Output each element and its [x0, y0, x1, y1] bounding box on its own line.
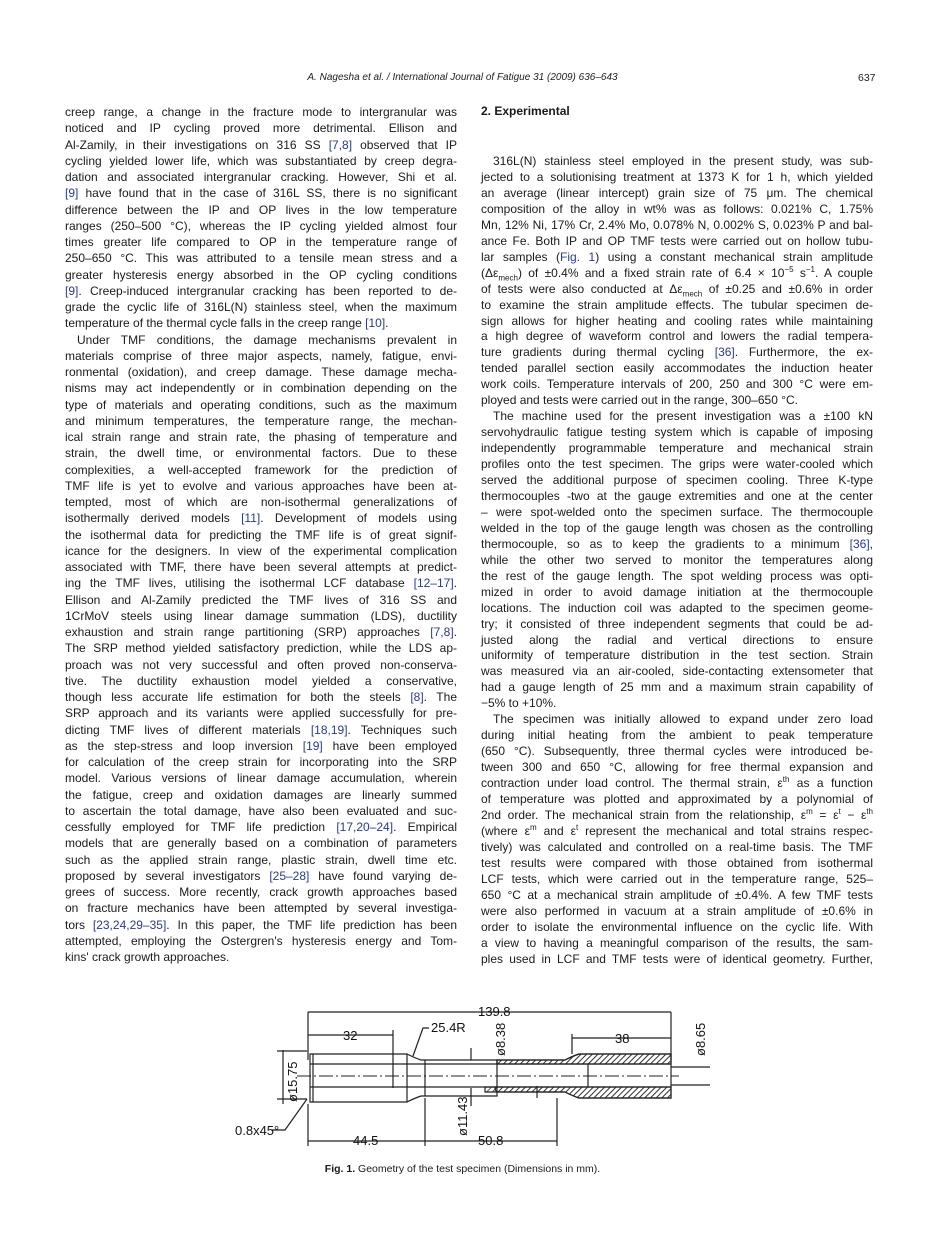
- dim-left-section: 44.5: [353, 1133, 379, 1148]
- text-line: −5% to +10%.: [481, 696, 557, 711]
- text-line: served the additional purpose of specimen cooling. Three K-type: [481, 473, 873, 487]
- dim-outer-diameter: ø15.75: [285, 1061, 300, 1102]
- text-line: The machine used for the present investigation was a ±100 kN: [493, 409, 873, 424]
- text-line: temperature of the thermal cycle falls in the creep range [10].: [65, 316, 389, 331]
- text-line: and minimum temperatures, the temperature range, the mechan-: [65, 413, 457, 428]
- text-line: The specimen was initially allowed to expand under zero load: [493, 712, 873, 727]
- text-line: (650 °C). Subsequently, three thermal cycles were introduced be-: [481, 744, 873, 759]
- text-line: nisms may act independently or in combination depending on the: [65, 381, 457, 396]
- page-number: 637: [858, 72, 876, 84]
- text-line: for calculation of the creep strain for incorporating into the SRP: [65, 755, 457, 769]
- text-line: dation and associated intergranular cracking. However, Shi et al.: [65, 170, 457, 184]
- text-line: creep range, a change in the fracture mode to intergranular was: [65, 105, 457, 119]
- text-line: Mn, 12% Ni, 17% Cr, 2.4% Mo, 0.078% N, 0.002% S, 0.023% P and bal-: [481, 217, 873, 232]
- text-line: cessfully employed for TMF life prediction [17,20–24]. Empirical: [65, 820, 457, 834]
- text-line: strain, the dwell time, or environmental factors. Due to these: [65, 446, 457, 461]
- text-line: profiles onto the test specimen. The grips were water-cooled which: [481, 457, 873, 472]
- text-line: model. Various versions of linear damage accumulation, wherein: [65, 771, 457, 786]
- text-line: times greater life compared to OP in the temperature range of: [65, 235, 457, 249]
- text-line: were also performed in vacuum at a strain amplitude of ±0.6% in: [481, 903, 873, 918]
- text-line: 650 °C at a mechanical strain amplitude of ±0.4%. A few TMF tests: [481, 887, 873, 902]
- text-line: lar samples (Fig. 1) using a constant mechanical strain amplitude: [481, 249, 874, 264]
- text-line: greater hysteresis energy absorbed in the OP cycling conditions: [65, 267, 457, 282]
- text-line: the isothermal data for predicting the TMF life is of great signif-: [65, 527, 457, 542]
- text-line: ples used in LCF and TMF tests were of identical geometry. Further,: [481, 951, 873, 966]
- text-line: during initial heating from the ambient to peak temperature: [481, 728, 873, 743]
- text-line: kins' crack growth approaches.: [65, 950, 230, 964]
- text-line: materials comprise of three major aspects, namely, fatigue, envi-: [65, 348, 457, 363]
- caption-text: Geometry of the test specimen (Dimensions in mm).: [358, 1163, 601, 1175]
- text-line: sign allows for higher heating and cooling rates while maintaining: [481, 313, 873, 328]
- text-line: of tests were also conducted at $\Delta\varepsilon_{mech}$ of ±0.25 and ±0.6% in order: [481, 281, 874, 298]
- dim-right-bore: ø8.65: [693, 1022, 708, 1056]
- text-line: justed along the radial and vertical directions to ensure: [481, 632, 873, 647]
- text-line: ance Fe. Both IP and OP TMF tests were carried out on hollow tubu-: [481, 233, 873, 248]
- running-head: A. Nagesha et al. / International Journal of Fatigue 31 (2009) 636–643: [307, 72, 618, 83]
- text-line: order to isolate the environmental influence on the cyclic life. With: [481, 919, 873, 934]
- text-line: exhaustion and strain range partitioning (SRP) approaches [7,8].: [65, 625, 457, 639]
- text-line: to examine the strain amplitude effects. The tubular specimen de-: [481, 297, 873, 312]
- text-line: icance for the designers. In view of the experimental complication: [65, 543, 457, 558]
- text-line: Under TMF conditions, the damage mechanisms prevalent in: [77, 332, 457, 347]
- text-line: attempted, employing the Ostergren's hysteresis energy and Tom-: [65, 933, 457, 948]
- text-line: grade the cyclic life of 316L(N) stainless steel, when the maximum: [65, 300, 457, 314]
- text-line: associated with TMF, there have been several attempts at predict-: [65, 560, 457, 574]
- text-line: work coils. Temperature intervals of 200, 250 and 300 °C were em-: [481, 377, 873, 392]
- text-line: ronmental (oxidation), and creep damage. These damage mecha-: [65, 365, 457, 379]
- text-line: Ellison and Al-Zamily predicted the TMF lives of 316 SS and: [65, 592, 457, 607]
- text-line: ture gradients during thermal cycling [36]. Furthermore, the ex-: [481, 345, 873, 360]
- text-line: tively) was calculated and controlled on a real-time basis. The TMF: [481, 839, 873, 854]
- text-line: LCF tests, which were carried out in the temperature range, 525–: [481, 871, 873, 886]
- dim-right-length: 38: [615, 1031, 630, 1046]
- text-line: proposed by several investigators [25–28] have found varying de-: [65, 868, 457, 883]
- text-line: – were spot-welded onto the specimen surface. The thermocouple: [481, 504, 873, 519]
- text-line: 2nd order. The mechanical strain from the relationship, $\varepsilon^m = \varepsilon^t - \varepsilon^{th}$: [481, 806, 873, 822]
- dim-grip-length: 32: [343, 1028, 358, 1043]
- text-line: tempted, most of which are non-isothermal generalizations of: [65, 495, 457, 509]
- dim-fillet-radius: 25.4R: [431, 1020, 466, 1035]
- text-line: a view to having a meaningful comparison of the results, the sam-: [481, 935, 873, 950]
- text-line: mized in order to avoid damage initiation at the thermocouple: [481, 584, 873, 599]
- text-line: had a gauge length of 25 mm and a maximum strain capability of: [481, 680, 873, 695]
- text-line: while the other two served to monitor the temperatures along: [481, 552, 873, 567]
- dim-gauge-length: 50.8: [478, 1133, 504, 1148]
- text-line: proach was not very successful and often proved non-conserva-: [65, 657, 457, 672]
- text-line: thermocouple, so as to keep the gradients to a minimum [36],: [481, 536, 873, 551]
- text-line: tween 300 and 650 °C, allowing for free thermal expansion and: [481, 760, 873, 775]
- text-line: uniformity of temperature distribution in the test section. Strain: [481, 648, 873, 663]
- dim-chamfer: 0.8x45°: [235, 1123, 280, 1138]
- specimen-drawing: [235, 998, 715, 1158]
- text-line: ical strain range and strain rate, the phasing of temperature and: [65, 430, 457, 444]
- text-line: servohydraulic fatigue testing system which is capable of imposing: [481, 425, 873, 440]
- text-line: was measured via an air-cooled, side-contacting extensometer that: [481, 664, 873, 679]
- text-line: a high degree of waveform control and lowers the radial tempera-: [481, 329, 873, 344]
- text-line: 250–650 °C. This was attributed to a tensile mean stress and a: [65, 251, 457, 266]
- section-heading: 2. Experimental: [481, 104, 570, 118]
- text-line: The SRP method yielded satisfactory prediction, while the LDS ap-: [65, 641, 457, 656]
- dim-gauge-diameter: ø11.43: [455, 1096, 470, 1136]
- text-line: models that are generally based on a combination of parameters: [65, 836, 457, 851]
- text-line: [9]. Creep-induced intergranular cracking has been reported to de-: [65, 283, 457, 298]
- text-line: independently programmable temperature and mechanical strain: [481, 441, 873, 456]
- text-line: (where $\varepsilon^m$ and $\varepsilon^t$ represent the mechanical and total strains respec-: [481, 822, 873, 838]
- text-line: type of materials and operating conditions, such as the maximum: [65, 397, 457, 412]
- text-line: [9] have found that in the case of 316L SS, there is no significant: [65, 186, 457, 201]
- text-line: thermocouples -two at the gauge extremities and one at the center: [481, 488, 873, 503]
- text-line: of temperature was plotted and approximated by a polynomial of: [481, 792, 873, 806]
- text-line: dicting TMF lives of different materials [18,19]. Techniques such: [65, 722, 458, 737]
- text-line: noticed and IP cycling proved more detrimental. Ellison and: [65, 121, 457, 136]
- text-line: SRP approach and its variants were applied successfully for pre-: [65, 706, 457, 721]
- text-line: as the step-stress and loop inversion [19] have been employed: [65, 738, 458, 753]
- specimen-figure: [235, 998, 715, 1158]
- text-line: the rest of the gauge length. The spot welding process was opti-: [481, 568, 873, 583]
- text-line: tended parallel section easily accommodates the induction heater: [481, 361, 873, 376]
- text-line: TMF life is yet to evolve and various approaches have been at-: [65, 478, 457, 493]
- text-line: contraction under load control. The thermal strain, $\varepsilon^{th}$ as a function: [481, 775, 873, 791]
- text-line: Al-Zamily, in their investigations on 316 SS [7,8] observed that IP: [65, 137, 457, 152]
- text-line: on fracture mechanics have been attempted by several investiga-: [65, 901, 457, 916]
- dim-bore-diameter: ø8.38: [493, 1022, 508, 1056]
- text-line: ployed and tests were carried out in the range, 300–650 °C.: [481, 393, 798, 408]
- text-line: test results were compared with those obtained from isothermal: [481, 855, 873, 870]
- text-line: tors [23,24,29–35]. In this paper, the TMF life prediction has been: [65, 917, 457, 932]
- text-line: an average (linear intercept) grain size of 75 μm. The chemical: [481, 185, 873, 200]
- text-line: try; it consisted of three independent segments that could be ad-: [481, 616, 873, 631]
- text-line: the fatigue, creep and oxidation damages are linearly summed: [65, 787, 457, 802]
- text-line: difference between the IP and OP lives in the low temperature: [65, 202, 457, 217]
- text-line: isothermally derived models [11]. Development of models using: [65, 511, 457, 526]
- text-line: 1CrMoV steels using linear damage summation (LDS), ductility: [65, 608, 457, 623]
- figure-caption: [0, 1163, 925, 1175]
- text-line: though less accurate life estimation for both the steels [8]. The: [65, 690, 457, 704]
- caption-label: Fig. 1.: [324, 1163, 356, 1175]
- text-line: $(\Delta\varepsilon_{mech})$ of ±0.4% and a fixed strain rate of $6.4 \times 10^{-5}$ $s^{-1}$. A couple: [481, 264, 873, 283]
- text-line: tive. The ductility exhaustion model yielded a conservative,: [65, 673, 457, 688]
- text-line: cycling yielded lower life, which was substantiated by creep degra-: [65, 153, 457, 168]
- text-line: such as the applied strain range, plastic strain, dwell time etc.: [65, 852, 457, 867]
- text-line: grees of success. More recently, crack growth approaches based: [65, 885, 457, 899]
- text-line: welded in the top of the gauge length was chosen as the controlling: [481, 520, 873, 535]
- text-line: complexities, a well-accepted framework for the prediction of: [65, 462, 457, 477]
- dim-overall-length: 139.8: [478, 1004, 511, 1019]
- text-line: jected to a solutionising treatment at 1373 K for 1 h, which yielded: [481, 169, 873, 184]
- text-line: ranges (250–500 °C), whereas the IP cycling yielded almost four: [65, 218, 457, 233]
- text-line: locations. The induction coil was adapted to the specimen geome-: [481, 600, 873, 615]
- text-line: ing the TMF lives, utilising the isothermal LCF database [12–17].: [65, 576, 457, 591]
- text-line: composition of the alloy in wt% was as follows: 0.021% C, 1.75%: [481, 201, 873, 216]
- text-line: 316L(N) stainless steel employed in the present study, was sub-: [493, 154, 873, 168]
- text-line: to ascertain the total damage, have also been evaluated and suc-: [65, 803, 457, 818]
